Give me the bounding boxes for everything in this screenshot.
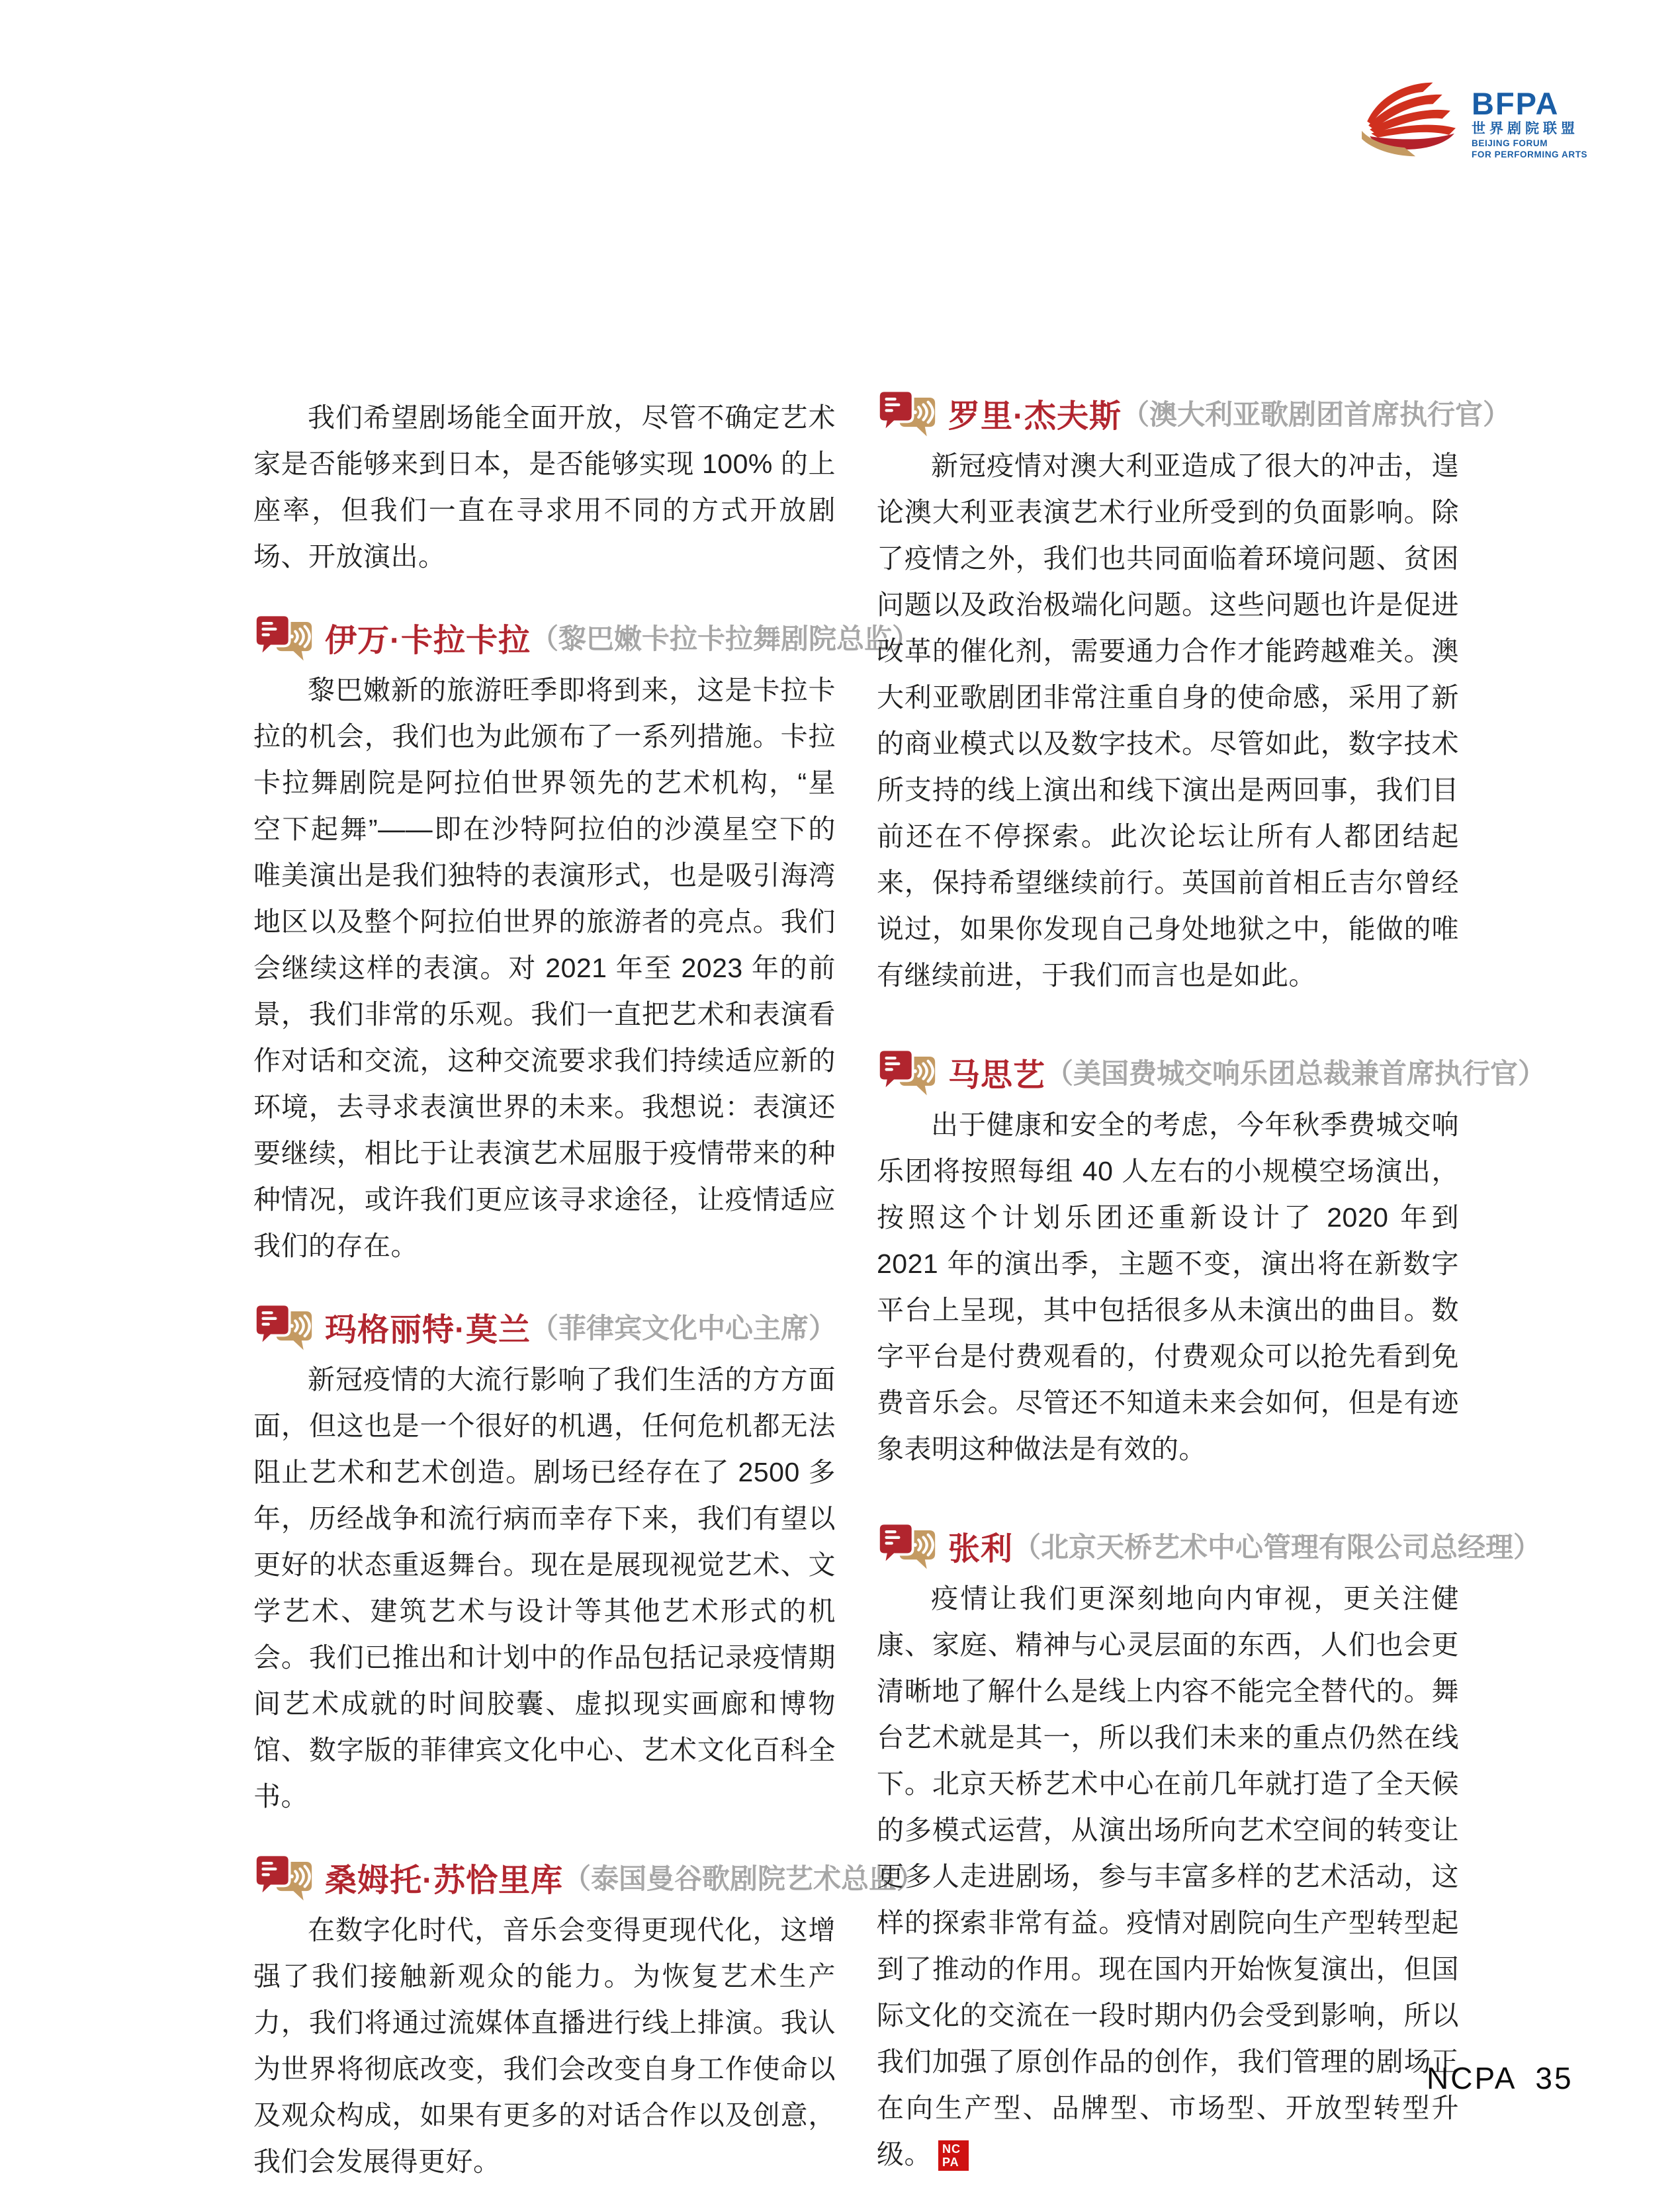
- speaker-name: 桑姆托·苏恰里库: [325, 1862, 563, 1898]
- speaker-name: 马思艺: [948, 1057, 1046, 1093]
- page-footer: [1427, 2060, 1573, 2096]
- logo-acronym: BFPA: [1472, 86, 1560, 121]
- section-header-zhang-li: [877, 1520, 1542, 1571]
- speech-bubbles-icon: [253, 611, 314, 663]
- section-body: 黎巴嫩新的旅游旺季即将到来，这是卡拉卡拉的机会，我们也为此颁布了一系列措施。卡拉卡拉舞剧院是阿拉伯世界领先的艺术机构，“星空下起舞”——即在沙特阿拉伯的沙漠星空下的唯美演出是我们独特的表演形式，也是吸引海湾地区以及整个阿拉伯世界的旅游者的亮点。我们会继续这样的表演。对 2021 年至 2023 年的前景，我们非常的乐观。我们一直把艺术和表演看作对话和交流，这种交流要求我们持续适应新的环境，去寻求表演世界的未来。我想说：表演还要继续，相比于让表演艺术屈服于疫情带来的种种情况，或许我们更应该寻求途径，让疫情适应我们的存在。: [253, 675, 836, 1261]
- speaker-affiliation: （澳大利亚歌剧团首席执行官）: [1122, 399, 1511, 430]
- section-header-margaret-moran: [253, 1301, 836, 1352]
- section-body-text: 疫情让我们更深刻地向内审视，更关注健康、家庭、精神与心灵层面的东西，人们也会更清晰地了解什么是线上内容不能完全替代的。舞台艺术就是其一，所以我们未来的重点仍然在线下。北京天桥艺术中心在前几年就打造了全天候的多模式运营，从演出场所向艺术空间的转变让更多人走进剧场，参与丰富多样的艺术活动，这样的探索非常有益。疫情对剧院向生产型转型起到了推动的作用。现在国内开始恢复演出，但国际文化的交流在一段时期内仍会受到影响，所以我们加强了原创作品的创作，我们管理的剧场正在向生产型、品牌型、市场型、开放型转型升级。: [877, 1583, 1459, 2169]
- section-body: 在数字化时代，音乐会变得更现代化，这增强了我们接触新观众的能力。为恢复艺术生产力，我们将通过流媒体直播进行线上排演。我认为世界将彻底改变，我们会改变自身工作使命以及观众构成，如果有更多的对话合作以及创意，我们会发展得更好。: [253, 1915, 836, 2177]
- speech-bubbles-icon: [877, 1046, 938, 1098]
- section-header-ma-siyi: [877, 1046, 1546, 1098]
- right-column: [877, 387, 1546, 2177]
- speech-bubbles-icon: [253, 1301, 314, 1352]
- speaker-affiliation: （美国费城交响乐团总裁兼首席执行官）: [1045, 1058, 1546, 1089]
- speech-bubbles-icon: [877, 1520, 938, 1571]
- speaker-name: 罗里·杰夫斯: [948, 398, 1122, 434]
- section-body: [877, 1575, 1459, 2177]
- section-body: 出于健康和安全的考虑，今年秋季费城交响乐团将按照每组 40 人左右的小规模空场演出，按照这个计划乐团还重新设计了 2020 年到 2021 年的演出季，主题不变，演出将在新数字平台上呈现，其中包括很多从未演出的曲目。数字平台是付费观看的，付费观众可以抢先看到免费音乐会。尽管还不知道未来会如何，但是有迹象表明这种做法是有效的。: [877, 1110, 1459, 1464]
- bfpa-logo-text: [1472, 77, 1587, 160]
- section-header-somtow-sucharitkul: [253, 1851, 925, 1903]
- logo-name-en-line1: BEIJING FORUM: [1472, 138, 1548, 148]
- speech-bubbles-icon: [253, 1851, 314, 1903]
- footer-brand: NCPA: [1427, 2061, 1517, 2095]
- section-body: 新冠疫情的大流行影响了我们生活的方方面面，但这也是一个很好的机遇，任何危机都无法阻止艺术和艺术创造。剧场已经存在了 2500 多年，历经战争和流行病而幸存下来，我们有望以更好的状态重返舞台。现在是展现视觉艺术、文学艺术、建筑艺术与设计等其他艺术形式的机会。我们已推出和计划中的作品包括记录疫情期间艺术成就的时间胶囊、虚拟现实画廊和博物馆、数字版的菲律宾文化中心、艺术文化百科全书。: [253, 1364, 836, 1812]
- section-body: 新冠疫情对澳大利亚造成了很大的冲击，遑论澳大利亚表演艺术行业所受到的负面影响。除了疫情之外，我们也共同面临着环境问题、贫困问题以及政治极端化问题。这些问题也许是促进改革的催化剂，需要通力合作才能跨越难关。澳大利亚歌剧团非常注重自身的使命感，采用了新的商业模式以及数字技术。尽管如此，数字技术所支持的线上演出和线下演出是两回事，我们目前还在不停探索。此次论坛让所有人都团结起来，保持希望继续前行。英国前首相丘吉尔曾经说过，如果你发现自己身处地狱之中，能做的唯有继续前进，于我们而言也是如此。: [877, 451, 1459, 990]
- ncpa-endmark-icon: [938, 2140, 969, 2171]
- speaker-affiliation: （黎巴嫩卡拉卡拉舞剧院总监）: [531, 623, 920, 654]
- speaker-name: 玛格丽特·莫兰: [325, 1312, 531, 1348]
- intro-paragraph: 我们希望剧场能全面开放，尽管不确定艺术家是否能够来到日本，是否能够实现 100% 的上座率，但我们一直在寻求用不同的方式开放剧场、开放演出。: [253, 402, 836, 572]
- speaker-affiliation: （泰国曼谷歌剧院艺术总监）: [563, 1863, 925, 1894]
- endmark-line1: NC: [942, 2142, 961, 2156]
- page-number: 35: [1535, 2061, 1573, 2095]
- logo-name-en-line2: FOR PERFORMING ARTS: [1472, 150, 1588, 159]
- endmark-line2: PA: [942, 2156, 959, 2169]
- section-header-ivan-caracalla: [253, 611, 920, 663]
- section-header-rory-jeffes: [877, 387, 1511, 439]
- left-column: [253, 394, 925, 2185]
- speaker-affiliation: （菲律宾文化中心主席）: [531, 1313, 837, 1344]
- bfpa-logo-mark-icon: [1358, 77, 1458, 161]
- logo-name-cn: 世界剧院联盟: [1472, 121, 1579, 136]
- bfpa-logo: [1358, 77, 1587, 161]
- speech-bubbles-icon: [877, 387, 938, 439]
- speaker-name: 张利: [948, 1531, 1014, 1567]
- speaker-affiliation: （北京天桥艺术中心管理有限公司总经理）: [1013, 1532, 1542, 1563]
- speaker-name: 伊万·卡拉卡拉: [325, 623, 531, 658]
